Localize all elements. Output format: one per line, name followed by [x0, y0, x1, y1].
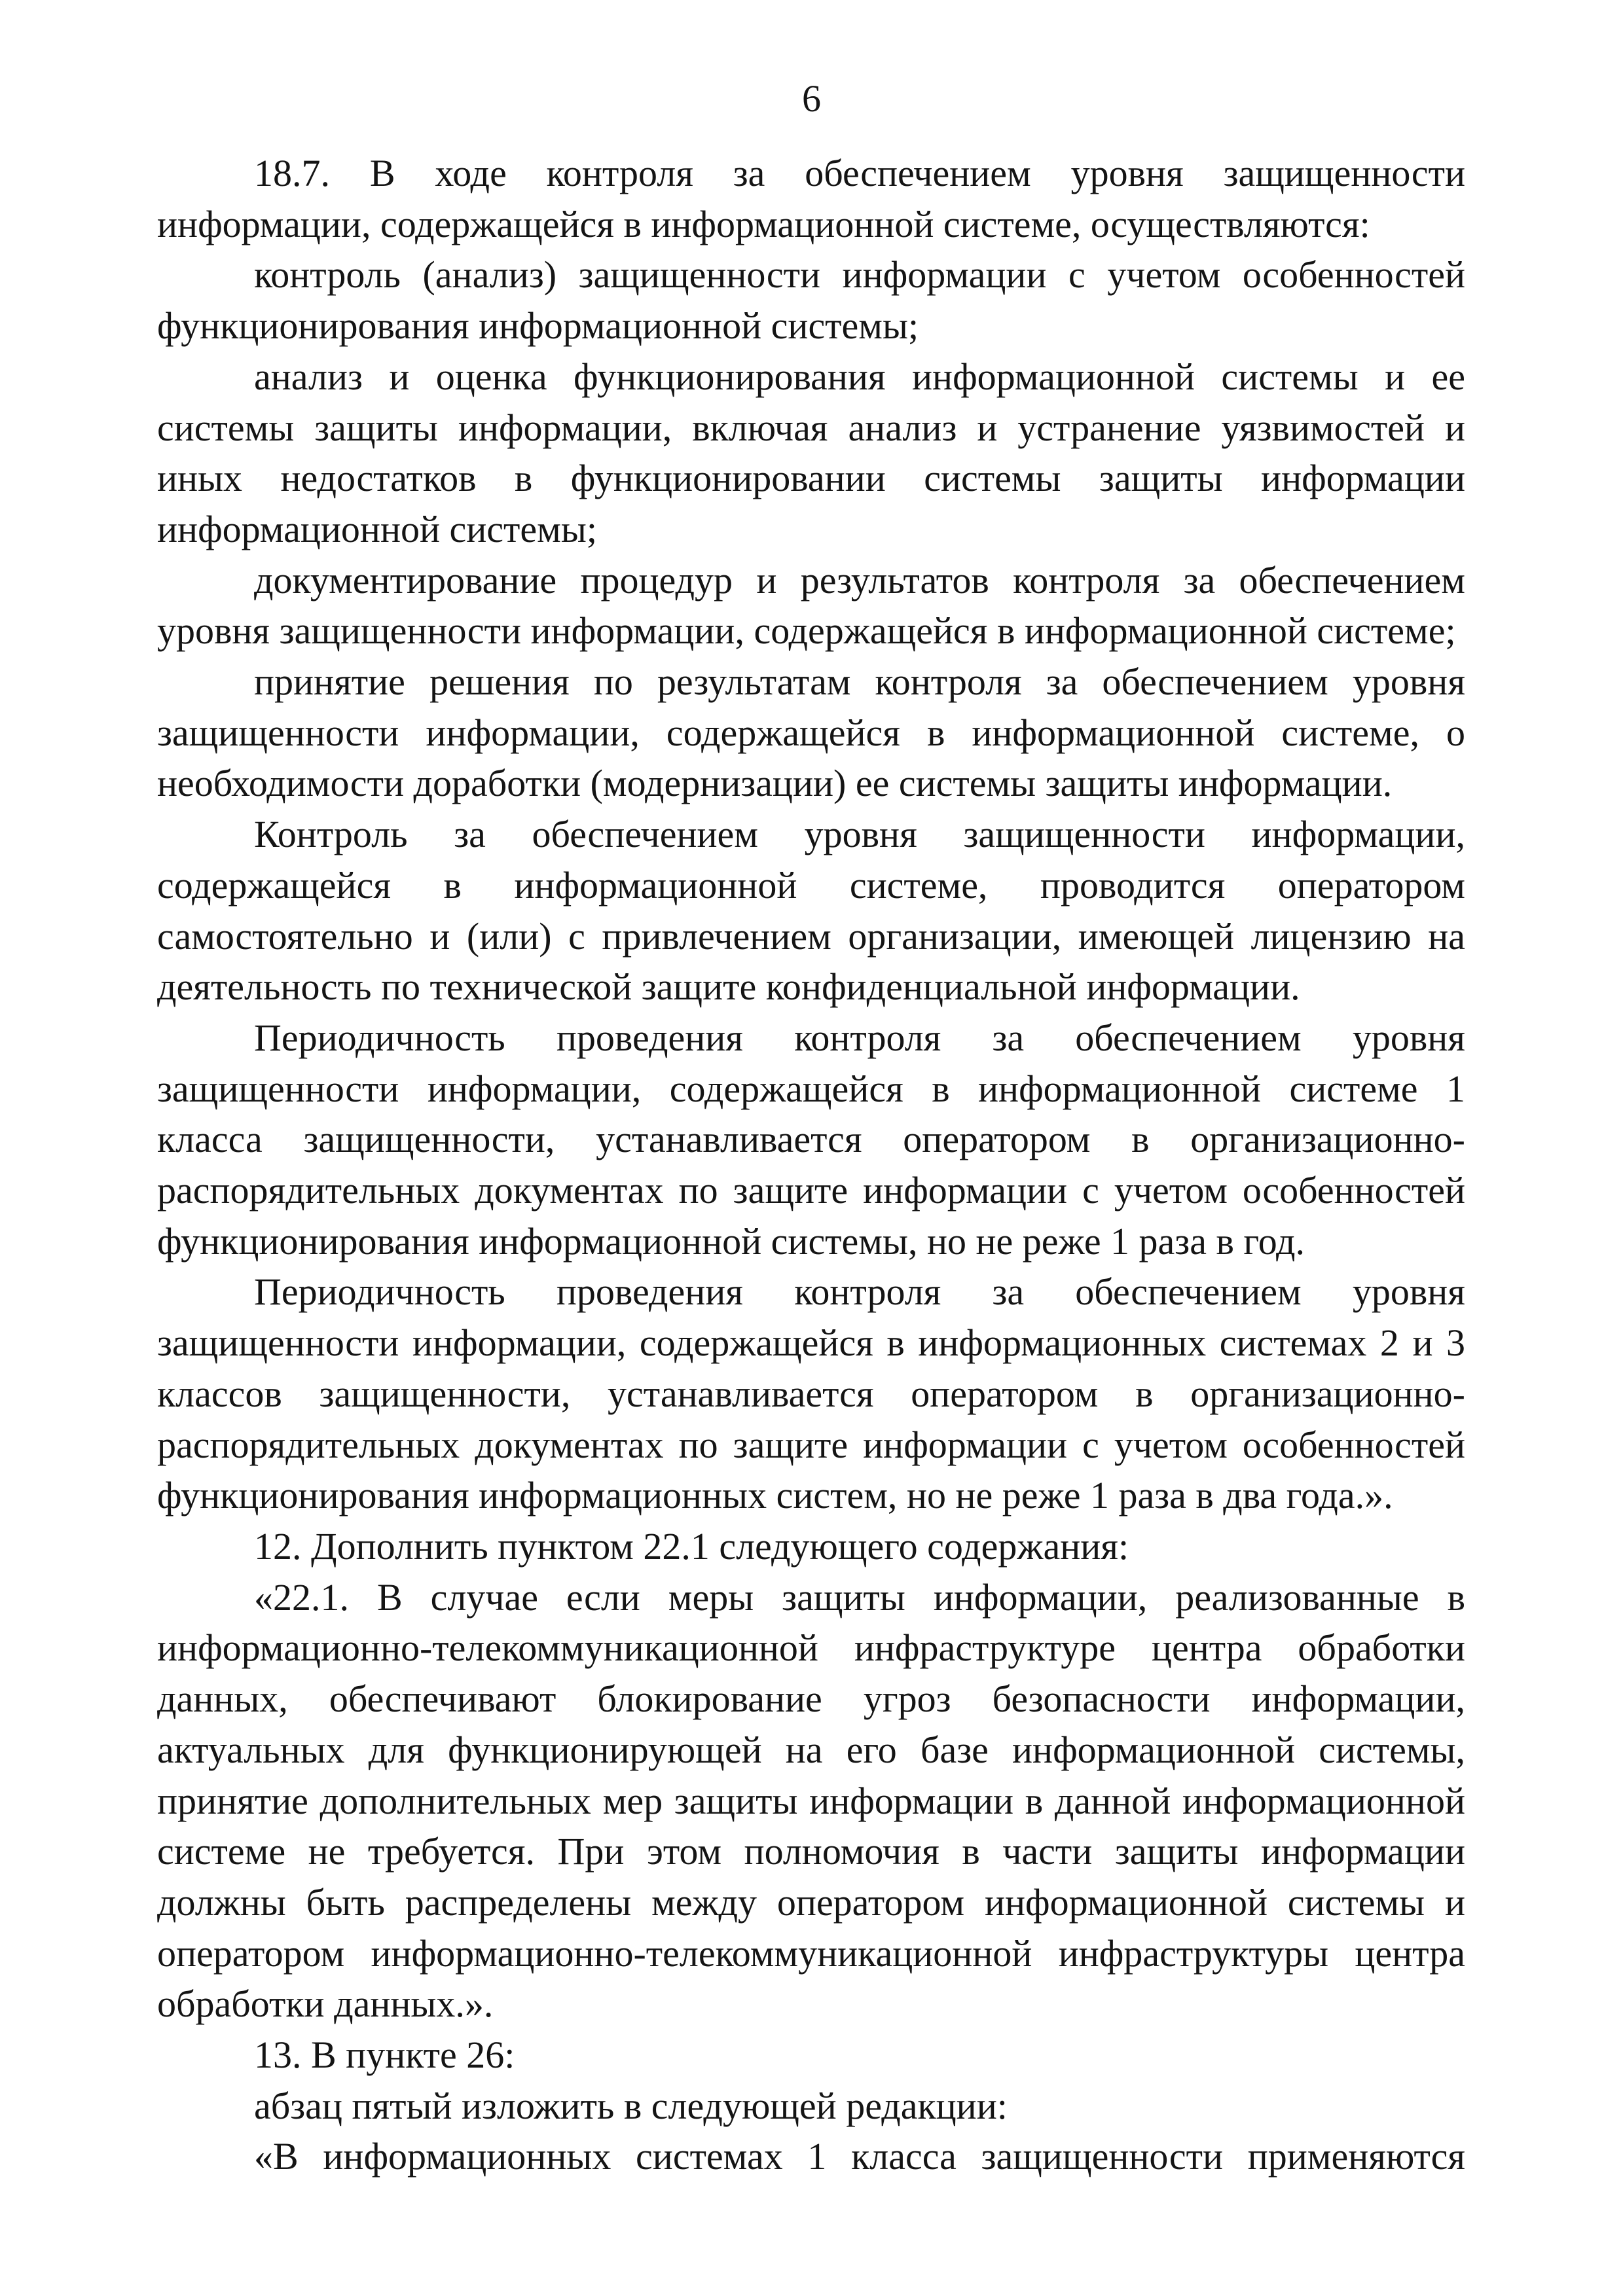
- paragraph-periodicity-class-2-3: Периодичность проведения контроля за обеспечением уровня защищенности информации, содержащейся в информационных системах 2 и 3 классов защищенности, устанавливается оператором в организационно-распорядительных документах по защите информации с учетом особенностей функционирования информационных систем, но не реже 1 раза в два года.».: [157, 1270, 1465, 1517]
- page-number: 6: [802, 77, 821, 120]
- paragraph-item-22-1: «22.1. В случае если меры защиты информации, реализованные в информационно-телекоммуникационной инфраструктуре центра обработки данных, обеспечивают блокирование угроз безопасности информации, актуальных для функционирующей на его базе информационной системы, принятие дополнительных мер защиты информации в данной информационной системе не требуется. При этом полномочия в части защиты информации должны быть распределены между оператором информационной системы и оператором информационно-телекоммуникационной инфраструктуры центра обработки данных.».: [157, 1575, 1465, 2026]
- document-body: [157, 148, 1465, 2182]
- paragraph-fifth-paragraph-instruction: абзац пятый изложить в следующей редакции:: [254, 2084, 1008, 2127]
- paragraph-class-1-measures: «В информационных системах 1 класса защищенности применяются: [254, 2135, 1465, 2178]
- paragraph-item-13: 13. В пункте 26:: [254, 2034, 515, 2077]
- paragraph-documenting: документирование процедур и результатов контроля за обеспечением уровня защищенности информации, содержащейся в информационной системе;: [157, 558, 1465, 653]
- paragraph-periodicity-class-1: Периодичность проведения контроля за обеспечением уровня защищенности информации, содержащейся в информационной системе 1 класса защищенности, устанавливается оператором в организационно-распорядительных документах по защите информации с учетом особенностей функционирования информационной системы, но не реже 1 раза в год.: [157, 1016, 1465, 1263]
- paragraph-18-7-intro: 18.7. В ходе контроля за обеспечением уровня защищенности информации, содержащейся в информационной системе, осуществляются:: [157, 152, 1465, 245]
- paragraph-analysis-evaluation: анализ и оценка функционирования информационной системы и ее системы защиты информации, включая анализ и устранение уязвимостей и иных недостатков в функционировании системы защиты информации информационной системы;: [157, 355, 1465, 550]
- paragraph-control-analysis: контроль (анализ) защищенности информации с учетом особенностей функционирования информационной системы;: [157, 253, 1465, 348]
- paragraph-control-by-operator: Контроль за обеспечением уровня защищенности информации, содержащейся в информационной системе, проводится оператором самостоятельно и (или) с привлечением организации, имеющей лицензию на деятельность по технической защите конфиденциальной информации.: [157, 813, 1465, 1009]
- paragraph-item-12: 12. Дополнить пунктом 22.1 следующего содержания:: [254, 1524, 1129, 1568]
- paragraph-decision: принятие решения по результатам контроля за обеспечением уровня защищенности информации, содержащейся в информационной системе, о необходимости доработки (модернизации) ее системы защиты информации.: [157, 660, 1465, 805]
